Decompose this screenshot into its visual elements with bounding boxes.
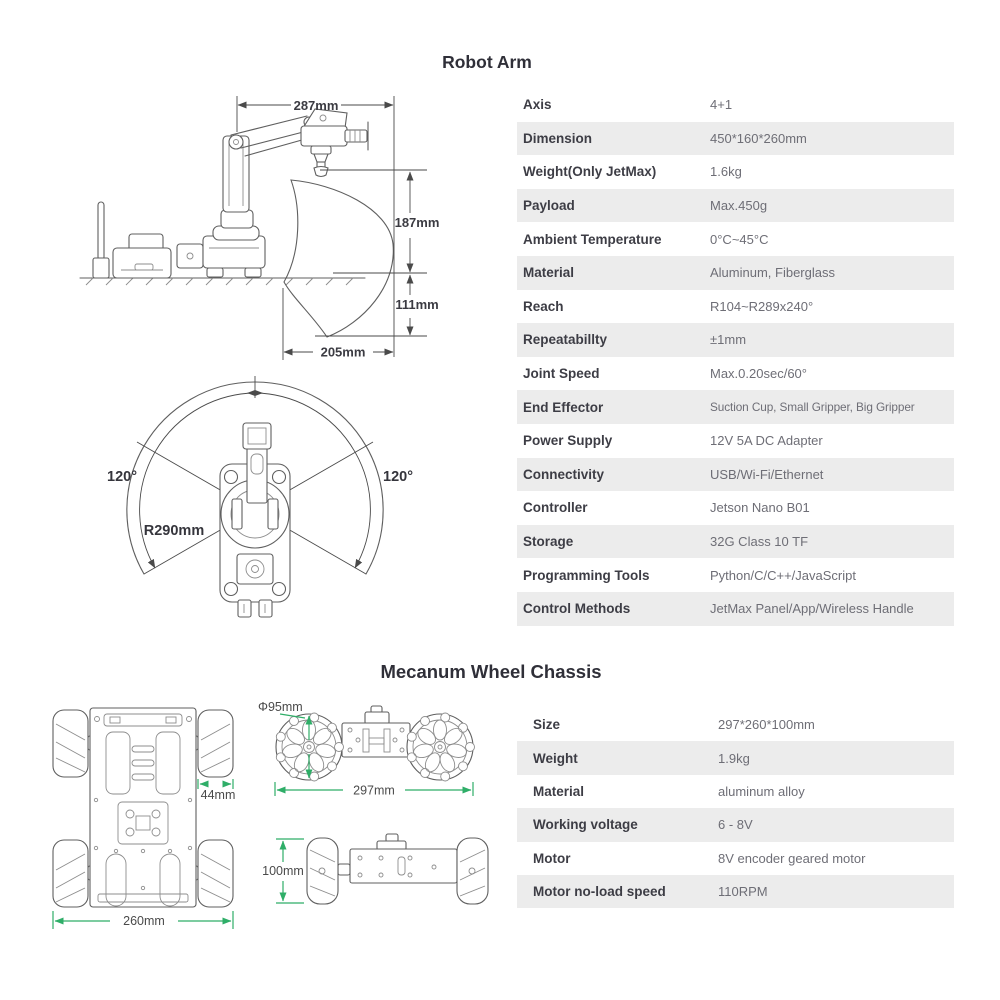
spec-value: JetMax Panel/App/Wireless Handle <box>710 601 914 617</box>
dim-label-wheel-width: 44mm <box>200 788 236 802</box>
spec-row <box>517 491 954 525</box>
spec-row <box>517 808 954 841</box>
spec-label: Controller <box>523 500 588 516</box>
spec-row <box>517 390 954 424</box>
robot-arm-section-title: Robot Arm <box>442 52 532 72</box>
spec-value: USB/Wi-Fi/Ethernet <box>710 466 824 482</box>
spec-label: Material <box>523 265 575 281</box>
spec-row <box>517 741 954 774</box>
spec-value: Aluminum, Fiberglass <box>710 265 835 281</box>
spec-row <box>517 424 954 458</box>
spec-label: Payload <box>523 198 575 214</box>
spec-row <box>517 775 954 808</box>
dim-label-radius: R290mm <box>143 523 205 539</box>
spec-value: Max.450g <box>710 198 768 214</box>
chassis-top-view-drawing <box>48 688 248 953</box>
spec-label: Working voltage <box>533 817 638 833</box>
spec-row <box>517 357 954 391</box>
dim-label-width-top: 287mm <box>293 98 339 113</box>
spec-label: Power Supply <box>523 433 613 449</box>
dim-label-overall-length: 297mm <box>353 783 395 798</box>
spec-label: Size <box>533 717 561 733</box>
chassis-front-illustration <box>276 706 475 781</box>
dim-label-overall-width: 260mm <box>123 914 165 928</box>
dim-label-width-bottom: 205mm <box>320 344 366 360</box>
spec-label: Weight <box>533 750 578 766</box>
robot-arm-spec-table <box>517 88 954 626</box>
spec-value: 110RPM <box>718 884 768 900</box>
spec-value: ±1mm <box>710 332 747 348</box>
spec-row <box>517 525 954 559</box>
dim-label-rotation-left: 120° <box>107 469 137 485</box>
spec-label: Programming Tools <box>523 567 650 583</box>
spec-label: Weight(Only JetMax) <box>523 164 657 180</box>
spec-label: Motor <box>533 850 571 866</box>
spec-value: Suction Cup, Small Gripper, Big Gripper <box>710 400 915 415</box>
spec-label: Dimension <box>523 130 593 146</box>
spec-row <box>517 122 954 156</box>
chassis-top-illustration <box>53 708 233 907</box>
spec-label: Joint Speed <box>523 366 600 382</box>
spec-label: Reach <box>523 298 564 314</box>
spec-row <box>517 155 954 189</box>
dim-label-height-lower: 111mm <box>395 297 439 312</box>
spec-label: Repeatabillty <box>523 332 608 348</box>
spec-value: R104~R289x240° <box>710 298 814 314</box>
spec-row <box>517 458 954 492</box>
robot-arm-top-view-drawing <box>88 368 448 658</box>
spec-value: 32G Class 10 TF <box>710 534 809 550</box>
spec-value: 450*160*260mm <box>710 130 807 146</box>
robot-arm-top-illustration <box>220 423 290 617</box>
spec-row <box>517 290 954 324</box>
spec-row <box>517 256 954 290</box>
spec-value: Max.0.20sec/60° <box>710 366 807 382</box>
spec-row <box>517 875 954 908</box>
spec-value: 8V encoder geared motor <box>718 850 866 866</box>
spec-label: Motor no-load speed <box>533 884 666 900</box>
spec-label: Storage <box>523 534 574 550</box>
chassis-section-title: Mecanum Wheel Chassis <box>380 661 602 682</box>
spec-label: Ambient Temperature <box>523 231 662 247</box>
robot-arm-illustration <box>80 109 393 337</box>
spec-row <box>517 88 954 122</box>
spec-label: Axis <box>523 97 552 113</box>
spec-value: 297*260*100mm <box>718 717 815 733</box>
chassis-side-dimensions <box>262 839 304 903</box>
spec-row <box>517 222 954 256</box>
dim-label-height-upper: 187mm <box>394 215 440 230</box>
spec-label: Connectivity <box>523 466 605 482</box>
spec-row <box>517 842 954 875</box>
robot-arm-side-view-drawing <box>65 80 465 390</box>
chassis-front-side-view-drawing <box>250 692 530 952</box>
spec-row <box>517 708 954 741</box>
spec-value: 12V 5A DC Adapter <box>710 433 823 449</box>
chassis-spec-table <box>517 708 954 908</box>
spec-value: 1.6kg <box>710 164 742 180</box>
spec-value: 0°C~45°C <box>710 231 769 247</box>
spec-row <box>517 189 954 223</box>
spec-label: End Effector <box>523 399 604 415</box>
spec-value: 1.9kg <box>718 750 750 766</box>
spec-row <box>517 592 954 626</box>
spec-row <box>517 323 954 357</box>
spec-label: Material <box>533 783 585 799</box>
spec-label: Control Methods <box>523 601 631 617</box>
spec-value: 4+1 <box>710 97 733 113</box>
spec-row <box>517 558 954 592</box>
spec-value: Jetson Nano B01 <box>710 500 810 516</box>
spec-value: 6 - 8V <box>718 817 753 833</box>
spec-value: aluminum alloy <box>718 783 805 799</box>
chassis-side-illustration <box>307 834 488 904</box>
spec-value: Python/C/C++/JavaScript <box>710 567 856 583</box>
dim-label-wheel-diameter: Φ95mm <box>258 700 303 714</box>
dim-label-rotation-right: 120° <box>383 469 413 485</box>
dim-label-overall-height: 100mm <box>262 864 304 878</box>
